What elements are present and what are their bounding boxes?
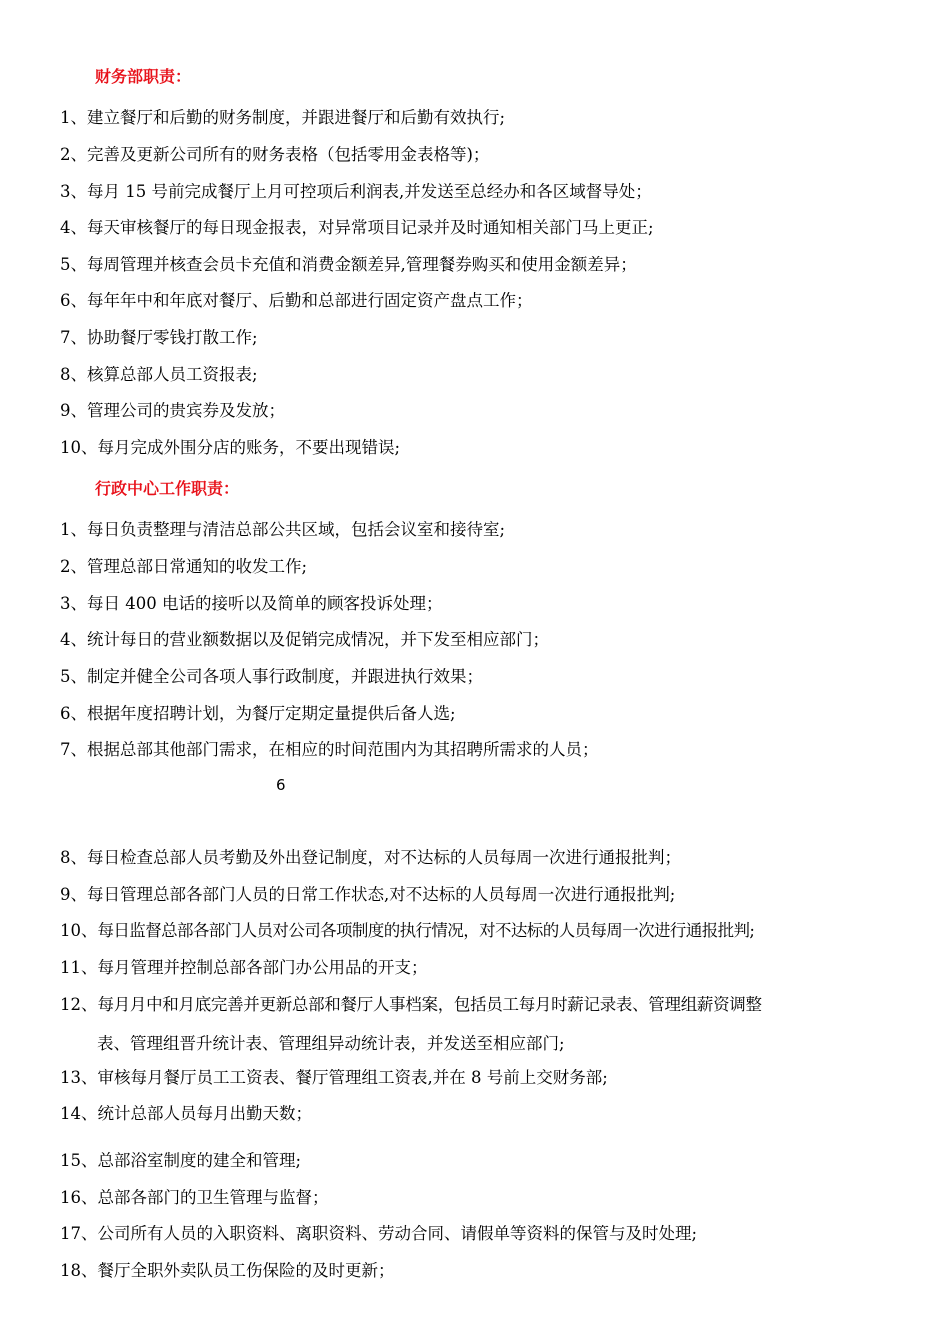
- list-item: [60, 217, 654, 239]
- item-text: 每年年中和年底对餐厅、后勤和总部进行固定资产盘点工作；: [87, 291, 533, 310]
- list-item: [60, 920, 754, 942]
- list-item-continuation: 表、管理组晋升统计表、管理组异动统计表，并发送至相应部门;: [97, 1034, 565, 1053]
- item-number: 18、: [60, 1261, 98, 1280]
- list-item: [60, 703, 456, 725]
- item-text: 协助餐厅零钱打散工作;: [87, 328, 258, 347]
- item-number: 5、: [60, 667, 87, 686]
- item-text: 每日检查总部人员考勤及外出登记制度，对不达标的人员每周一次进行通报批判；: [87, 848, 681, 867]
- admin-heading: 行政中心工作职责：: [95, 479, 240, 498]
- item-text: 建立餐厅和后勤的财务制度，并跟进餐厅和后勤有效执行;: [87, 108, 506, 127]
- finance-heading: 财务部职责：: [95, 67, 192, 86]
- list-item: [60, 290, 533, 312]
- item-text: 每日 400 电话的接听以及简单的顾客投诉处理；: [87, 594, 443, 613]
- list-item: [60, 957, 428, 979]
- list-item: [60, 107, 505, 129]
- item-number: 14、: [60, 1104, 98, 1123]
- item-text: 总部各部门的卫生管理与监督；: [97, 1188, 329, 1207]
- item-text: 统计每日的营业额数据以及促销完成情况，并下发至相应部门；: [87, 630, 549, 649]
- item-number: 17、: [60, 1224, 98, 1243]
- list-item: [60, 556, 307, 578]
- item-text: 管理总部日常通知的收发工作;: [87, 557, 308, 576]
- item-number: 13、: [60, 1068, 98, 1087]
- item-text: 总部浴室制度的建全和管理;: [97, 1151, 302, 1170]
- item-text: 每月完成外围分店的账务，不要出现错误;: [97, 438, 401, 457]
- item-number: 9、: [60, 401, 87, 420]
- list-item: [60, 1187, 329, 1209]
- list-item: [60, 847, 681, 869]
- item-number: 2、: [60, 145, 87, 164]
- list-item: [60, 1150, 301, 1172]
- item-text: 完善及更新公司所有的财务表格（包括零用金表格等)；: [87, 145, 490, 164]
- list-item: [60, 1223, 697, 1245]
- item-text: 每天审核餐厅的每日现金报表，对异常项目记录并及时通知相关部门马上更正;: [87, 218, 654, 237]
- list-item: [60, 666, 483, 688]
- item-text: 管理公司的贵宾券及发放；: [87, 401, 285, 420]
- page-number: 6: [276, 776, 286, 794]
- list-item: [60, 1067, 608, 1089]
- item-number: 11、: [60, 958, 98, 977]
- item-number: 8、: [60, 365, 87, 384]
- list-item: [60, 364, 258, 386]
- item-number: 15、: [60, 1151, 98, 1170]
- list-item: [60, 327, 258, 349]
- list-item: [60, 519, 505, 541]
- item-number: 16、: [60, 1188, 98, 1207]
- list-item: [60, 1260, 395, 1282]
- item-text: 公司所有人员的入职资料、离职资料、劳动合同、请假单等资料的保管与及时处理;: [97, 1224, 698, 1243]
- item-number: 10、: [60, 438, 98, 457]
- item-text: 每日监督总部各部门人员对公司各项制度的执行情况，对不达标的人员每周一次进行通报批判;: [97, 921, 755, 940]
- item-text: 餐厅全职外卖队员工伤保险的及时更新；: [97, 1261, 395, 1280]
- list-item: [60, 437, 400, 459]
- list-item: [60, 254, 637, 276]
- item-text: 每日负责整理与清洁总部公共区域，包括会议室和接待室;: [87, 520, 506, 539]
- item-number: 8、: [60, 848, 87, 867]
- item-number: 10、: [60, 921, 98, 940]
- item-number: 5、: [60, 255, 87, 274]
- item-number: 6、: [60, 704, 87, 723]
- item-text: 每月月中和月底完善并更新总部和餐厅人事档案，包括员工每月时薪记录表、管理组薪资调整: [97, 995, 762, 1014]
- item-text: 每月 15 号前完成餐厅上月可控项后利润表,并发送至总经办和各区域督导处；: [87, 182, 652, 201]
- item-number: 7、: [60, 740, 87, 759]
- list-item: [60, 144, 489, 166]
- list-item: [60, 593, 442, 615]
- item-number: 1、: [60, 520, 87, 539]
- list-item: [60, 739, 599, 761]
- list-item: [60, 400, 285, 422]
- item-number: 1、: [60, 108, 87, 127]
- item-text: 统计总部人员每月出勤天数；: [97, 1104, 312, 1123]
- item-number: 3、: [60, 594, 87, 613]
- list-item: [60, 181, 652, 203]
- list-item: [60, 629, 549, 651]
- item-text: 根据年度招聘计划，为餐厅定期定量提供后备人选;: [87, 704, 456, 723]
- item-text: 每月管理并控制总部各部门办公用品的开支；: [97, 958, 428, 977]
- item-number: 9、: [60, 885, 87, 904]
- list-item: [60, 884, 675, 906]
- list-item: [60, 994, 762, 1016]
- item-text: 每日管理总部各部门人员的日常工作状态,对不达标的人员每周一次进行通报批判;: [87, 885, 676, 904]
- item-text: 根据总部其他部门需求，在相应的时间范围内为其招聘所需求的人员；: [87, 740, 599, 759]
- item-number: 6、: [60, 291, 87, 310]
- item-text: 制定并健全公司各项人事行政制度，并跟进执行效果；: [87, 667, 483, 686]
- item-number: 2、: [60, 557, 87, 576]
- item-number: 4、: [60, 218, 87, 237]
- item-number: 4、: [60, 630, 87, 649]
- item-number: 3、: [60, 182, 87, 201]
- item-text: 每周管理并核查会员卡充值和消费金额差异,管理餐券购买和使用金额差异；: [87, 255, 637, 274]
- item-number: 12、: [60, 995, 98, 1014]
- item-text: 核算总部人员工资报表;: [87, 365, 258, 384]
- item-text: 审核每月餐厅员工工资表、餐厅管理组工资表,并在 8 号前上交财务部;: [97, 1068, 608, 1087]
- item-number: 7、: [60, 328, 87, 347]
- list-item: [60, 1103, 312, 1125]
